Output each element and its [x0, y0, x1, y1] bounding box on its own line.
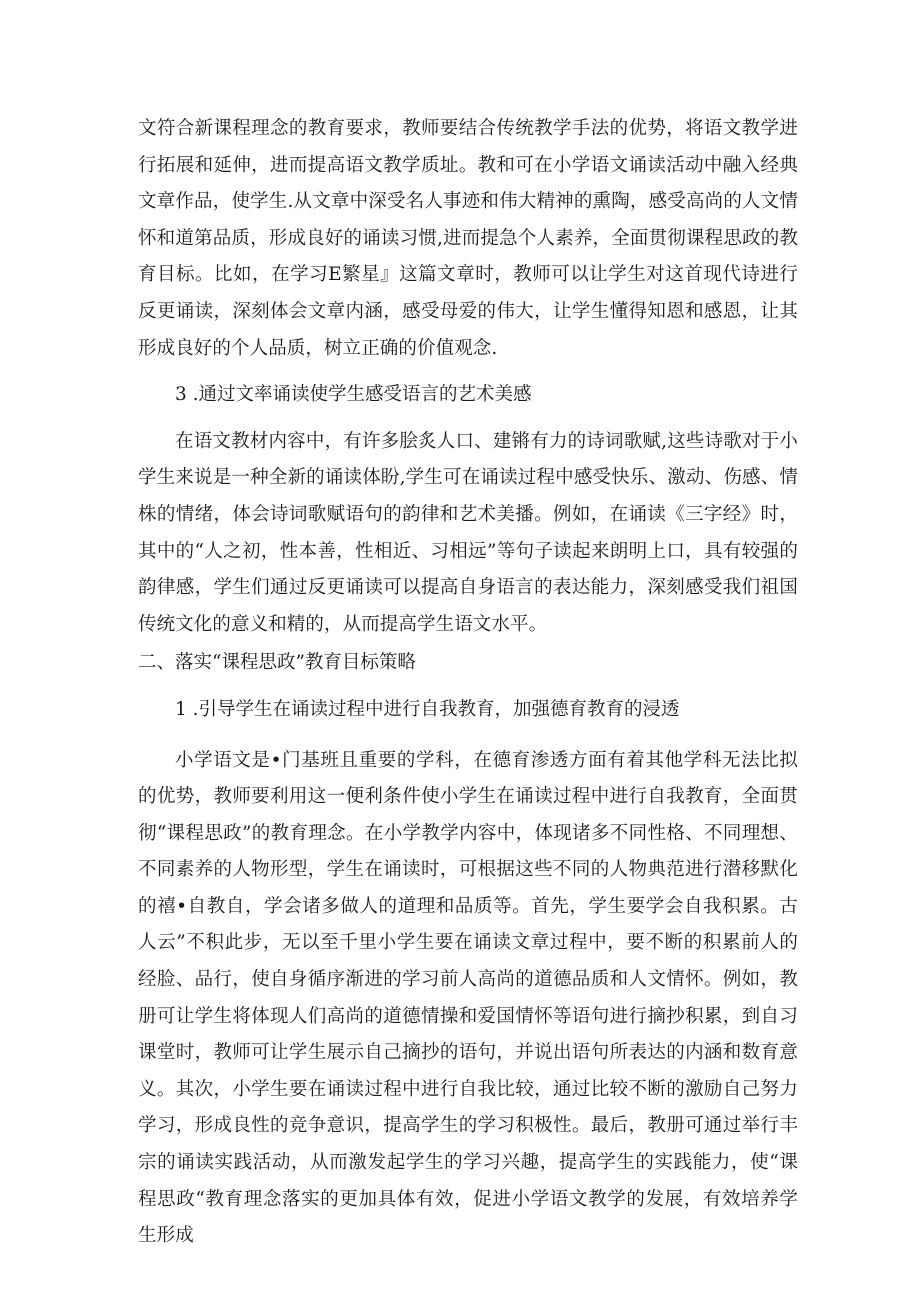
- subheading-1: 1 .引导学生在诵读过程中进行自我教育，加强德育教育的浸透: [175, 698, 680, 720]
- paragraph-self-education: 小学语文是•门基班且重要的学科，在德育渗透方面有着其他学科无法比拟的优势，教师要利用这一便利条件使小学生在诵读过程中进行自我教育，全面贯彻“课程思政”的教育理念。在小学教学内容中，体现诸多不同性格、不同理想、不同素养的人物形型，学生在诵读时，可根据这些不同的人物典范进行潜移默化的禧•自教自，学会诸多做人的道理和品质等。首先，学生要学会自我积累。古人云”不积此步，无以至千里小学生要在诵读文章过程中，要不断的积累前人的经脸、品行，使自身循序渐进的学习前人高尚的道德品质和人文情怀。例如，教册可让学生将体现人们高尚的道德情操和爱国情怀等语句进行摘抄积累，到自习课堂时，教师可让学生展示自己摘抄的语句，并说出语句所表达的内涵和数育意义。其次，小学生要在诵读过程中进行自我比较，通过比较不断的激励自己努力学习，形成良性的竞争意识，提高学生的学习积极性。最后，教册可通过举行丰宗的诵读实践活动，从而激发起学生的学习兴趣，提高学生的实践能力，使“课程思政“教育理念落实的更加具体有效，促进小学语文教学的发展，有效培养学生形成: [138, 749, 798, 1247]
- paragraph-continuation: 文符合新课程理念的教育要求，教师要结合传统教学手法的优势，将语文教学进行拓展和延伸，进而提高语文教学质址。教和可在小学语文诵读活动中融入经典文章作品，使学生.从文章中深受名人事迹和伟大精神的熏陶，感受高尚的人文情怀和道第品质，形成良好的诵读习惯,进而提急个人素养，全面贯彻课程思政的教育目标。比如，在学习E繁星』这篇文章时，教师可以让学生对这首现代诗进行反更诵读，深刻体会文章内涵，感受母爱的伟大，让学生懂得知恩和感恩，让其形成良好的个人品质，树立正确的价值观念.: [138, 118, 798, 359]
- subheading-3: 3 .通过文率诵读使学生感受语言的艺术美感: [175, 384, 532, 406]
- section-heading-2: 二、落实“课程思政”教育目标策略: [138, 652, 416, 674]
- document-body: [138, 111, 798, 1255]
- paragraph-poetry-reading: 在语文教材内容中，有许多脍炙人口、建锵有力的诗词歌赋,这些诗歌对于小学生来说是一种全新的诵读体盼,学生可在诵读过程中感受快乐、激动、伤感、情株的情绪，体会诗词歌赋语句的韵律和艺术美播。例如，在诵读《三字经》时，其中的“人之初，性本善，性相近、习相远”等句子读起来朗明上口，具有较强的韵律感，学生们通过反更诵读可以提高自身语言的表达能力，深刻感受我们祖国传统文化的意义和精的，从而提高学生语文水平。: [138, 430, 798, 635]
